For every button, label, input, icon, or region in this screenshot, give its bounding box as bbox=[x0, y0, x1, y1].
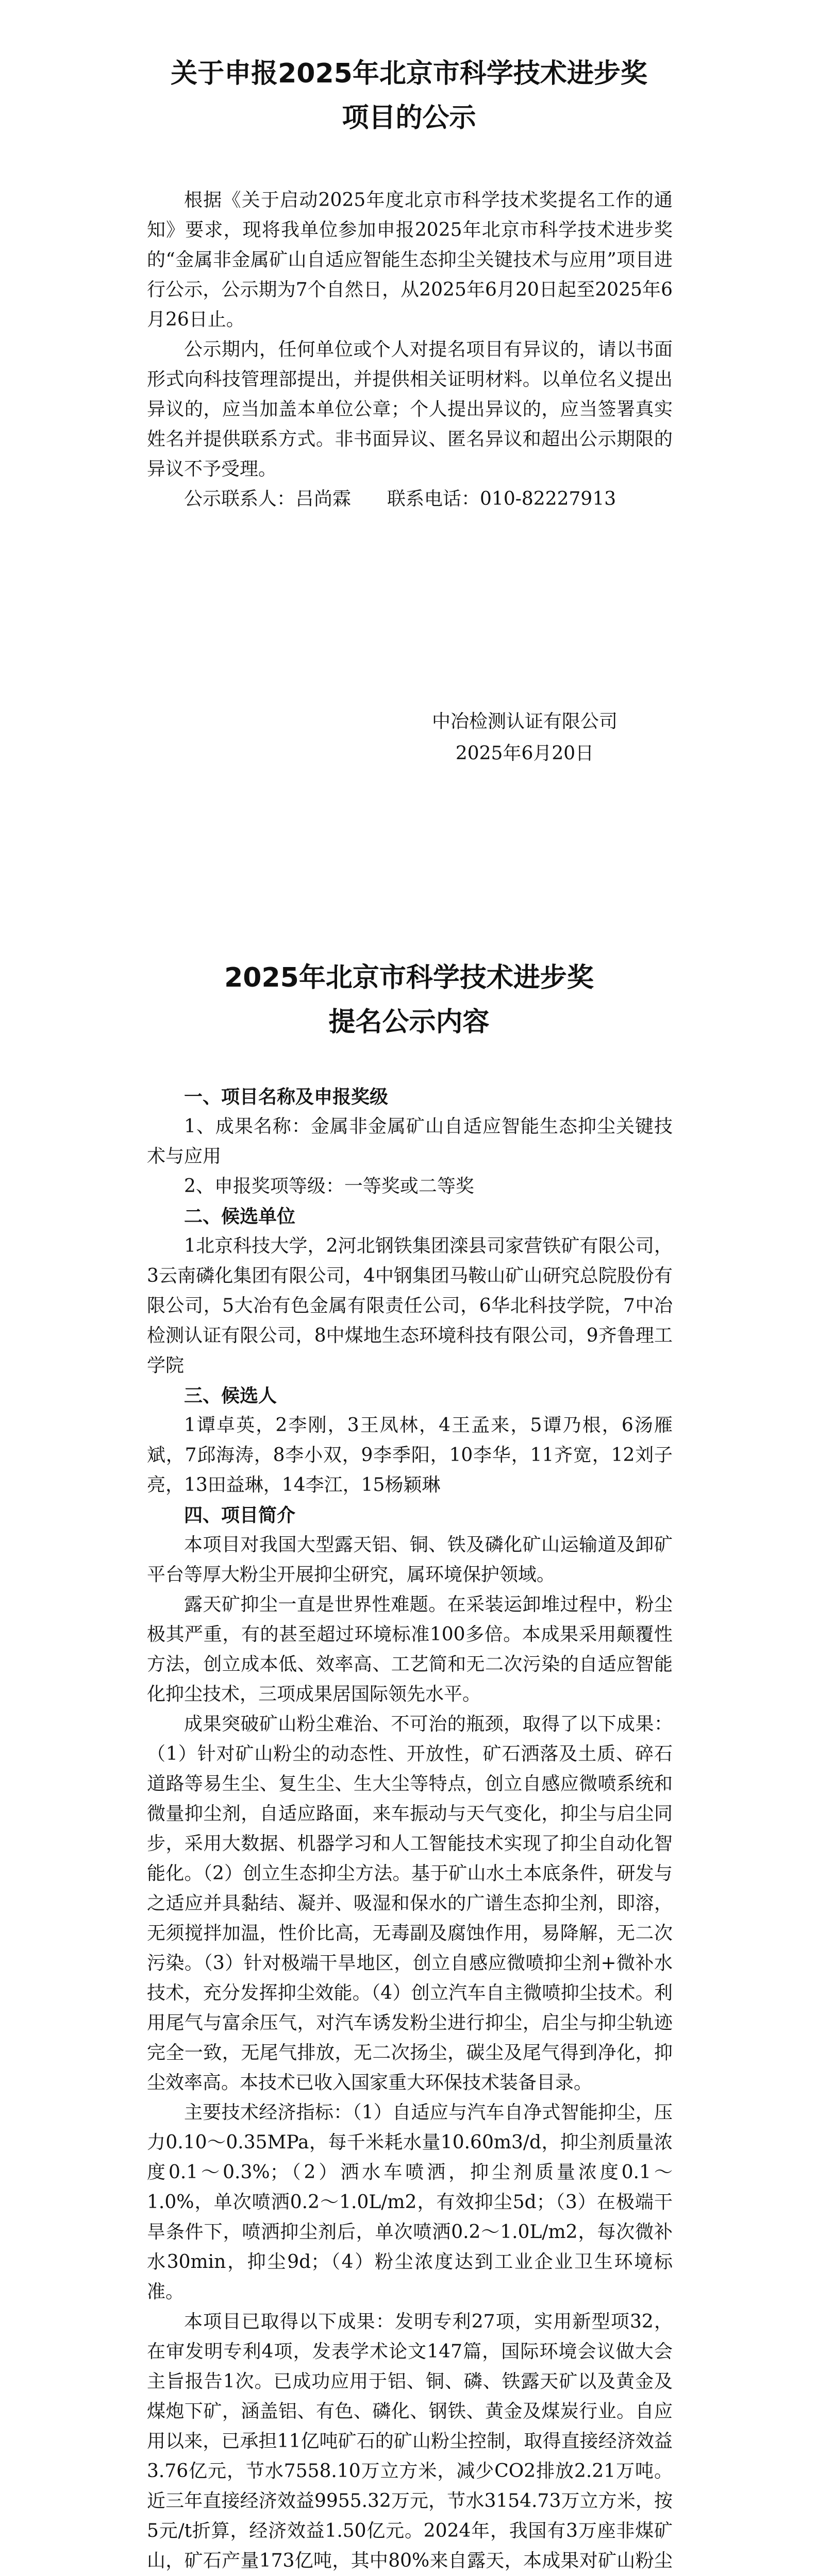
section-3-heading: 三、候选人 bbox=[184, 1385, 277, 1406]
section-4-paragraph-5: 本项目已取得以下成果：发明专利27项，实用新型项32，在审发明专利4项，发表学术论文147篇，国际环境会议做大会主旨报告1次。已成功应用于铝、铜、磷、铁露天矿以及黄金及煤炮下矿，涵盖铝、有色、磷化、钢铁、黄金及煤炭行业。自应用以来，已承担11亿吨矿石的矿山粉尘控制，取得直接经济效益3.76亿元，节水7558.10万立方米，减少CO2排放2.21万吨。近三年直接经济效益9955.32万元，节水3154.73万立方米，按5元/t折算，经济效益1.50亿元。2024年，我国有3万座非煤矿山，矿石产量173亿吨，其中80%来自露天，本成果对矿山粉尘 bbox=[147, 2311, 673, 2571]
section-4-paragraph-1: 本项目对我国大型露天铝、铜、铁及磷化矿山运输道及卸矿平台等厚大粉尘开展抑尘研究，属环境保护领域。 bbox=[147, 1534, 673, 1585]
notice-paragraph-2: 公示期内，任何单位或个人对提名项目有异议的，请以书面形式向科技管理部提出，并提供相关证明材料。以单位名义提出异议的，应当加盖本单位公章；个人提出异议的，应当签署真实姓名并提供联系方式。非书面异议、匿名异议和超出公示期限的异议不予受理。 bbox=[147, 339, 673, 480]
notice-title bbox=[0, 52, 818, 140]
section-1-heading: 一、项目名称及申报奖级 bbox=[184, 1086, 389, 1108]
section-4-paragraph-2: 露天矿抑尘一直是世界性难题。在采装运卸堆过程中，粉尘极其严重，有的甚至超过环境标准100多倍。本成果采用颠覆性方法，创立成本低、效率高、工艺简和无二次污染的自适应智能化抑尘技术，三项成果居国际领先水平。 bbox=[147, 1594, 673, 1705]
section-1-item-1: 1、成果名称：金属非金属矿山自适应智能生态抑尘关键技术与应用 bbox=[147, 1116, 673, 1167]
notice-body bbox=[147, 185, 673, 514]
section-4-paragraph-4: 主要技术经济指标：（1）自适应与汽车自净式智能抑尘，压力0.10～0.35MPa，每千米耗水量10.60m3/d，抑尘剂质量浓度0.1～0.3%；（2）洒水车喷洒，抑尘剂质量浓度0.1～1.0%，单次喷洒0.2～1.0L/m2，有效抑尘5d；（3）在极端干旱条件下，喷洒抑尘剂后，单次喷洒0.2～1.0L/m2，每次微补水30min，抑尘9d；（4）粉尘浓度达到工业企业卫生环境标准。 bbox=[147, 2102, 673, 2302]
section-4-paragraph-3: 成果突破矿山粉尘难治、不可治的瓶颈，取得了以下成果：（1）针对矿山粉尘的动态性、开放性，矿石洒落及土质、碎石道路等易生尘、复生尘、生大尘等特点，创立自感应微喷系统和微量抑尘剂，自适应路面，来车振动与天气变化，抑尘与启尘同步，采用大数据、机器学习和人工智能技术实现了抑尘自动化智能化。（2）创立生态抑尘方法。基于矿山水土本底条件，研发与之适应并具黏结、凝并、吸湿和保水的广谱生态抑尘剂，即溶，无须搅拌加温，性价比高，无毒副及腐蚀作用，易降解，无二次污染。（3）针对极端干旱地区，创立自感应微喷抑尘剂+微补水技术，充分发挥抑尘效能。（4）创立汽车自主微喷抑尘技术。利用尾气与富余压气，对汽车诱发粉尘进行抑尘，启尘与抑尘轨迹完全一致，无尾气排放，无二次扬尘，碳尘及尾气得到净化，抑尘效率高。本技术已收入国家重大环保技术装备目录。 bbox=[147, 1714, 673, 2093]
notice-paragraph-1: 根据《关于启动2025年度北京市科学技术奖提名工作的通知》要求，现将我单位参加申报2025年北京市科学技术进步奖的“金属非金属矿山自适应智能生态抑尘关键技术与应用”项目进行公示，公示期为7个自然日，从2025年6月20日起至2025年6月26日止。 bbox=[147, 190, 673, 330]
section-2-text: 1北京科技大学，2河北钢铁集团滦县司家营铁矿有限公司，3云南磷化集团有限公司，4中钢集团马鞍山矿山研究总院股份有限公司，5大冶有色金属有限责任公司，6华北科技学院，7中冶检测认证有限公司，8中煤地生态环境科技有限公司，9齐鲁理工学院 bbox=[147, 1235, 673, 1376]
contact-line bbox=[147, 484, 673, 514]
contact-person: 公示联系人：吕尚霖 bbox=[184, 488, 352, 510]
notice-signature bbox=[416, 706, 633, 770]
notice-title-line-1: 关于申报2025年北京市科学技术进步奖 bbox=[171, 58, 647, 89]
section-3-text: 1谭卓英，2李刚，3王凤林，4王孟来，5谭乃根，6汤雁斌，7邱海涛，8李小双，9李季阳，10李华，11齐宽，12刘子亮，13田益琳，14李江，15杨颖琳 bbox=[147, 1415, 673, 1496]
contact-phone: 联系电话：010-82227913 bbox=[387, 488, 616, 510]
signature-org: 中冶检测认证有限公司 bbox=[431, 711, 617, 732]
signature-date: 2025年6月20日 bbox=[455, 743, 594, 764]
content-body bbox=[147, 1082, 673, 2576]
content-title-line-2: 提名公示内容 bbox=[328, 1007, 490, 1038]
section-4-heading: 四、项目简介 bbox=[184, 1504, 296, 1526]
section-2-heading: 二、候选单位 bbox=[184, 1206, 296, 1227]
notice-title-line-2: 项目的公示 bbox=[342, 103, 476, 133]
section-1-item-2: 2、申报奖项等级：一等奖或二等奖 bbox=[184, 1176, 474, 1197]
content-title-line-1: 2025年北京市科学技术进步奖 bbox=[224, 962, 594, 993]
content-title bbox=[0, 956, 818, 1044]
